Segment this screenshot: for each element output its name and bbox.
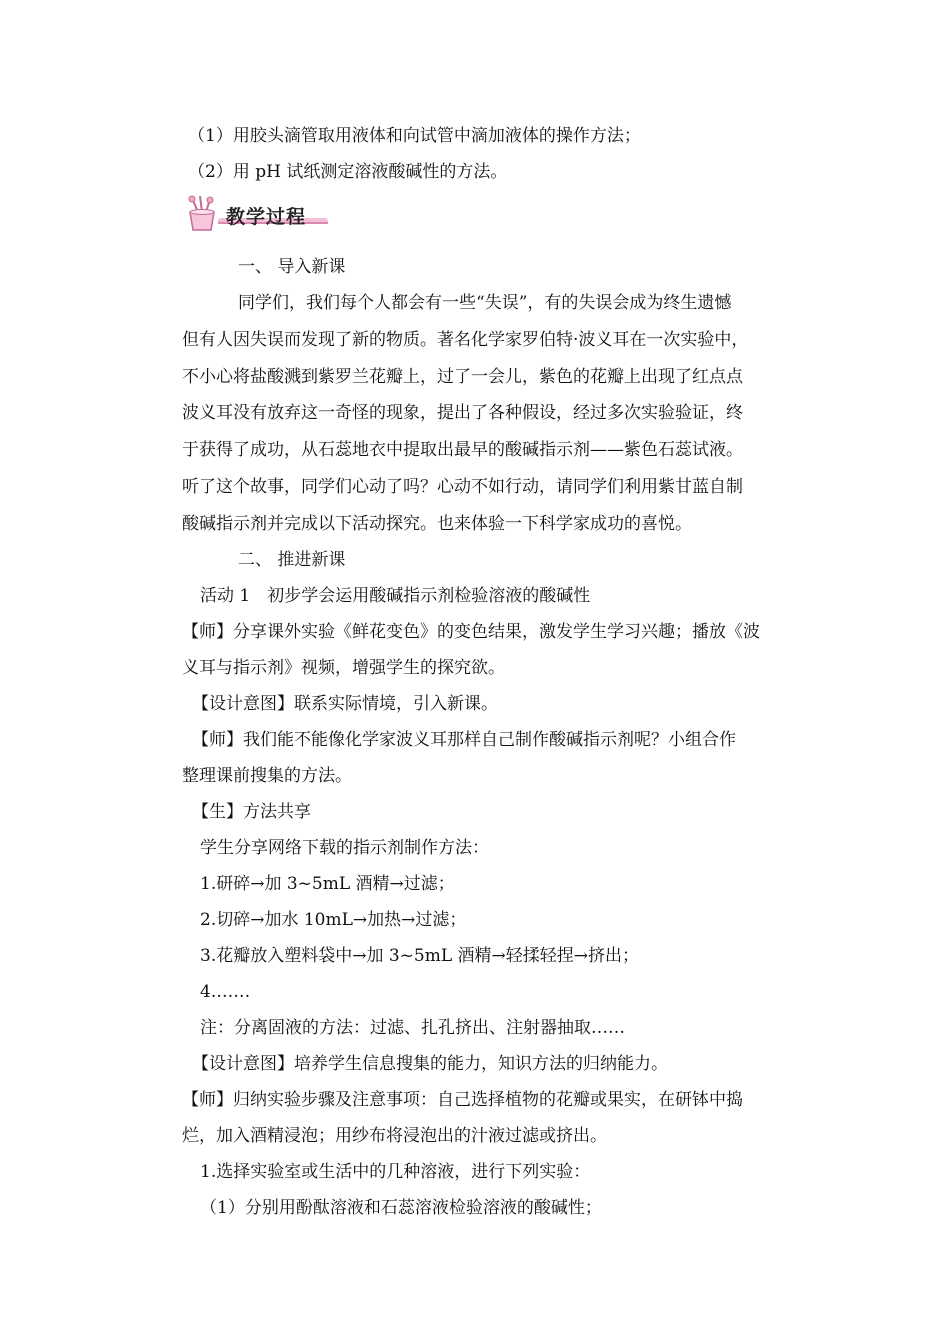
list-item: （1）分别用酚酞溶液和石蕊溶液检验溶液的酸碱性； — [200, 1198, 602, 1218]
paragraph-line: 学生分享网络下载的指示剂制作方法： — [200, 838, 489, 858]
paragraph-line: 义耳与指示剂》视频，增强学生的探究欲。 — [182, 658, 505, 678]
objective-line-1: （1）用胶头滴管取用液体和向试管中滴加液体的操作方法； — [188, 126, 641, 146]
note-line: 注：分离固液的方法：过滤、扎孔挤出、注射器抽取…… — [200, 1018, 625, 1038]
paragraph-line: 整理课前搜集的方法。 — [182, 766, 352, 786]
paragraph-line: 烂，加入酒精浸泡；用纱布将浸泡出的汁液过滤或挤出。 — [182, 1126, 607, 1146]
paragraph-line: 波义耳没有放弃这一奇怪的现象，提出了各种假设，经过多次实验验证，终 — [182, 403, 743, 423]
list-item: 4.…… — [200, 982, 251, 1002]
pen-holder-icon — [182, 194, 226, 234]
paragraph-line: 【师】分享课外实验《鲜花变色》的变色结果，激发学生学习兴趣；播放《波 — [182, 622, 760, 642]
section-banner — [182, 194, 332, 234]
activity-title: 活动 1 初步学会运用酸碱指示剂检验溶液的酸碱性 — [200, 586, 591, 606]
list-item: 1.研碎→加 3~5mL 酒精→过滤； — [200, 874, 455, 894]
list-item: 3.花瓣放入塑料袋中→加 3~5mL 酒精→轻揉轻捏→挤出； — [200, 946, 640, 966]
list-item: 1.选择实验室或生活中的几种溶液，进行下列实验： — [200, 1162, 591, 1182]
paragraph-line: 【师】归纳实验步骤及注意事项：自己选择植物的花瓣或果实，在研钵中捣 — [182, 1090, 743, 1110]
paragraph-line: 【生】方法共享 — [192, 802, 311, 822]
paragraph-line: 【设计意图】培养学生信息搜集的能力，知识方法的归纳能力。 — [192, 1054, 668, 1074]
paragraph-line: 酸碱指示剂并完成以下活动探究。也来体验一下科学家成功的喜悦。 — [182, 514, 692, 534]
section-title: 教学过程 — [226, 206, 307, 228]
paragraph-line: 但有人因失误而发现了新的物质。著名化学家罗伯特·波义耳在一次实验中， — [182, 330, 749, 350]
paragraph-line: 【师】我们能不能像化学家波义耳那样自己制作酸碱指示剂呢？小组合作 — [192, 730, 736, 750]
paragraph-line: 听了这个故事，同学们心动了吗？心动不如行动，请同学们利用紫甘蓝自制 — [182, 477, 743, 497]
objective-line-2: （2）用 pH 试纸测定溶液酸碱性的方法。 — [188, 162, 508, 182]
paragraph-line: 同学们，我们每个人都会有一些“失误”，有的失误会成为终生遗憾 — [238, 293, 732, 313]
list-item: 2.切碎→加水 10mL→加热→过滤； — [200, 910, 467, 930]
paragraph-line: 于获得了成功，从石蕊地衣中提取出最早的酸碱指示剂——紫色石蕊试液。 — [182, 440, 743, 460]
paragraph-line: 不小心将盐酸溅到紫罗兰花瓣上，过了一会儿，紫色的花瓣上出现了红点点 — [182, 367, 743, 387]
heading-intro: 一、 导入新课 — [238, 257, 346, 277]
paragraph-line: 【设计意图】联系实际情境，引入新课。 — [192, 694, 498, 714]
heading-advance: 二、 推进新课 — [238, 550, 346, 570]
